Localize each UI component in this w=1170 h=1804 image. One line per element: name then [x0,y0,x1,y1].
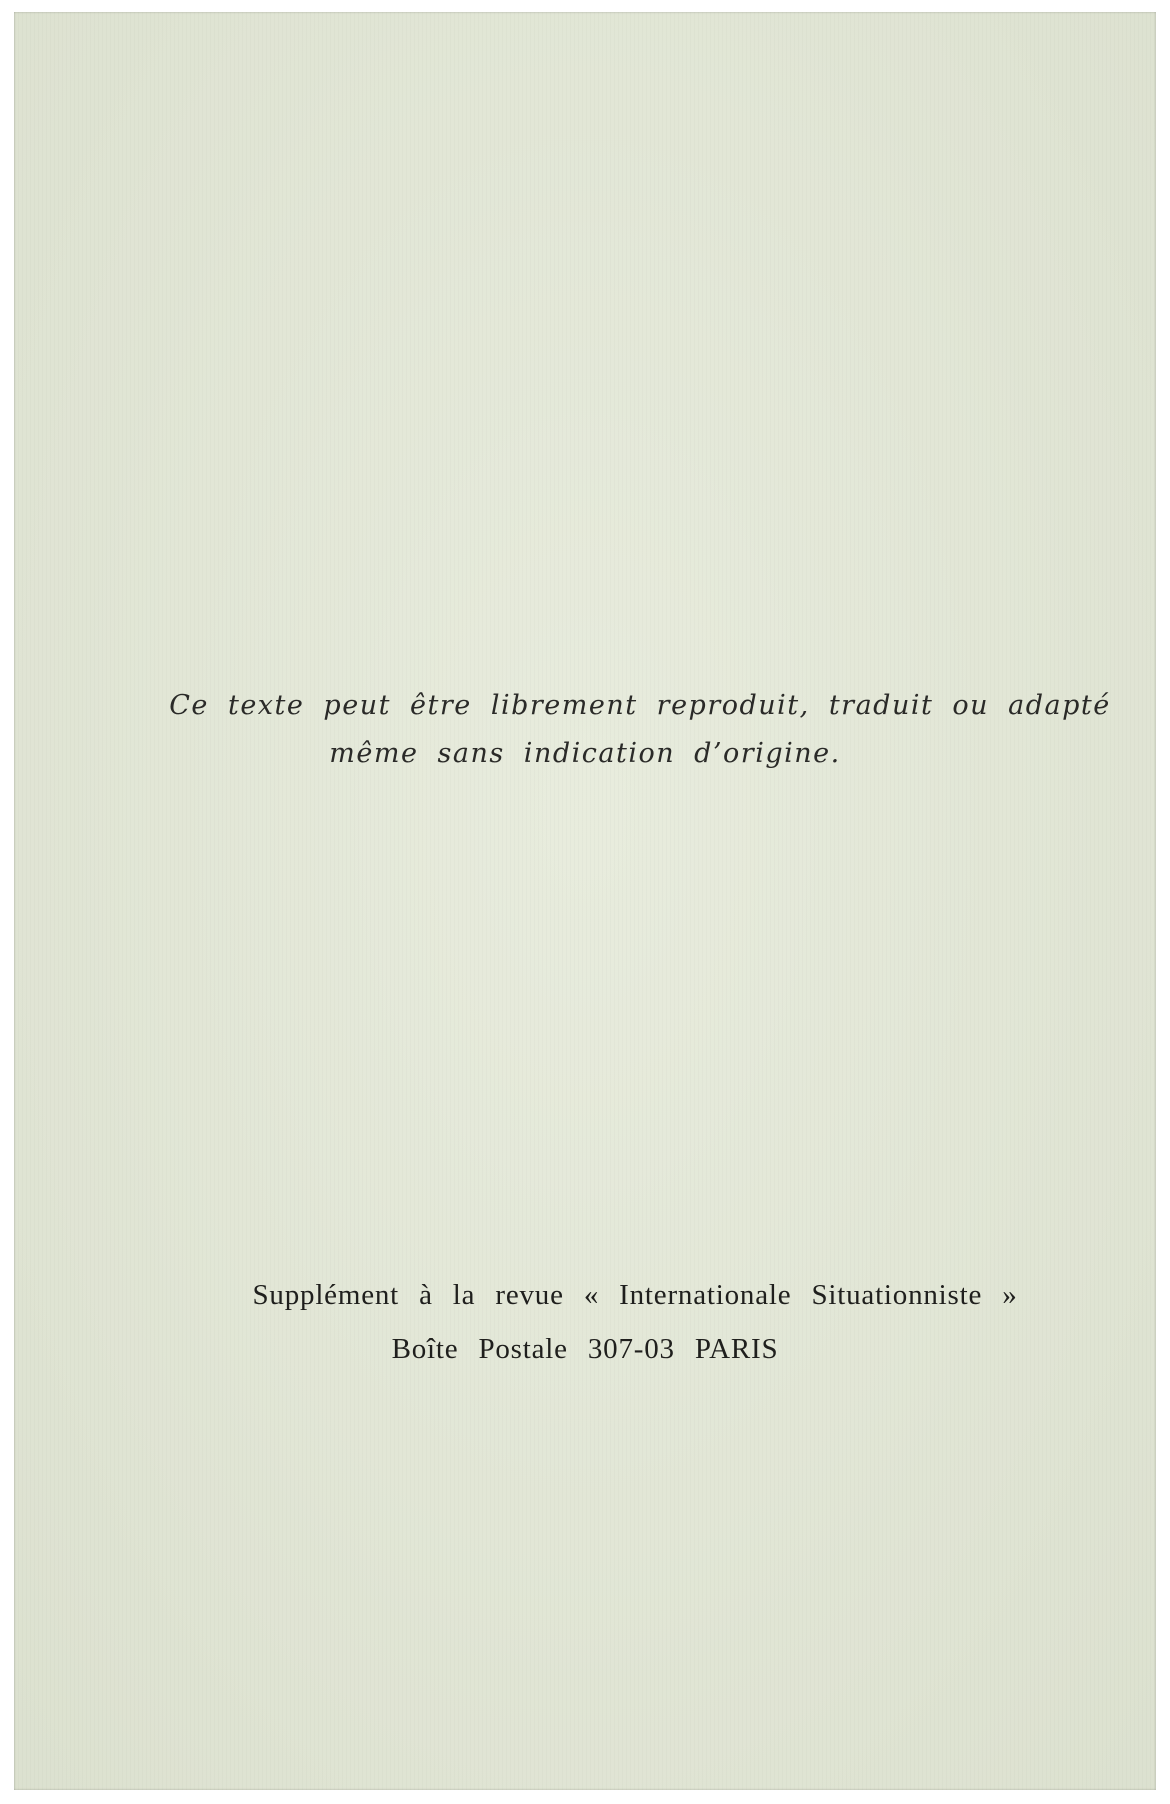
colophon-line-1: Supplément à la revue « Internationale Situationniste » [252,1279,1018,1311]
notice-line-2: même sans indication d’origine. [329,738,841,769]
notice-line-1: Ce texte peut être librement reproduit, traduit ou adapté [169,690,1111,721]
publisher-colophon [14,1268,1156,1376]
colophon-line-2: Boîte Postale 307-03 PARIS [391,1333,779,1365]
reproduction-notice [14,682,1156,778]
page-sheet [14,12,1156,1790]
